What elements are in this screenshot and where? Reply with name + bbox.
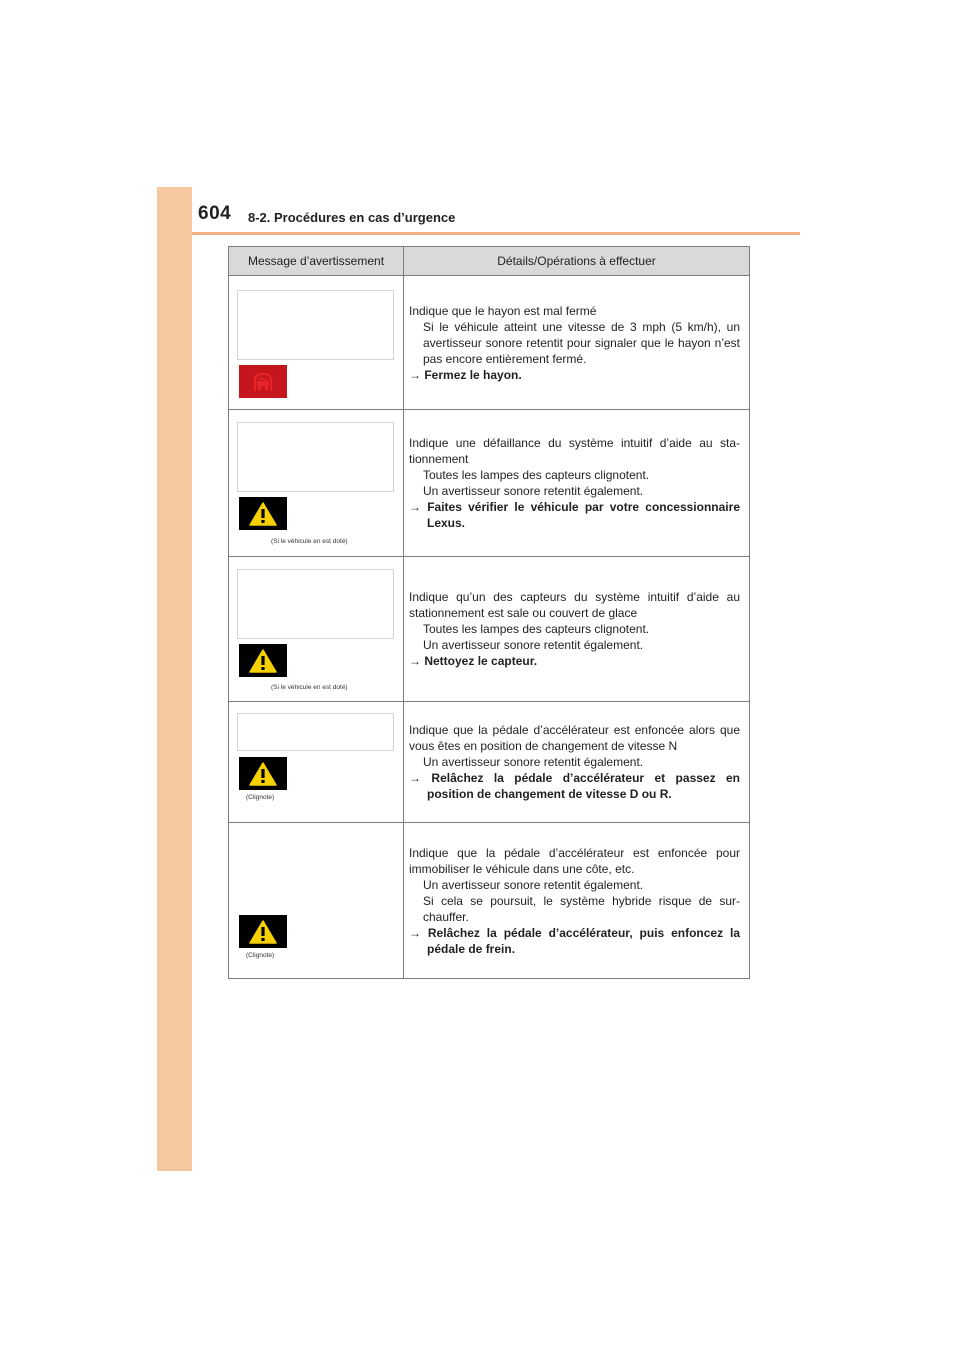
detail-note: Un avertisseur sonore retentit également. bbox=[423, 484, 644, 498]
table-row bbox=[229, 276, 750, 410]
message-cell bbox=[229, 557, 404, 702]
message-display-box bbox=[237, 422, 394, 492]
detail-note: Si le véhicule atteint une vitesse de 3 mph (5 km/h), un avertisseur sonore retentit pour signaler que le hayon n’est pas encore entièrement fermé. bbox=[423, 319, 740, 366]
section-title: 8-2. Procédures en cas d’urgence bbox=[248, 210, 456, 225]
message-cell bbox=[229, 410, 404, 557]
column-header-message: Message d’avertissement bbox=[229, 247, 404, 276]
detail-action: → Relâchez la pédale d’accélérateur, puis enfoncez la pédale de frein. bbox=[409, 925, 740, 956]
detail-note: Toutes les lampes des capteurs clignotent. bbox=[423, 622, 650, 636]
rear-hatch-warning-icon bbox=[239, 365, 287, 398]
icon-caption: (Si le véhicule en est doté) bbox=[271, 538, 348, 545]
detail-description: Indique que le hayon est mal fermé bbox=[409, 303, 597, 318]
table-header-row bbox=[229, 247, 750, 276]
column-header-details: Détails/Opérations à effectuer bbox=[404, 247, 750, 276]
message-display-box bbox=[237, 569, 394, 639]
message-cell bbox=[229, 276, 404, 410]
warning-message-table bbox=[228, 246, 750, 979]
table-row bbox=[229, 702, 750, 823]
table-row bbox=[229, 410, 750, 557]
icon-caption: (Si le véhicule en est doté) bbox=[271, 684, 348, 691]
details-cell bbox=[404, 557, 750, 702]
detail-note: Un avertisseur sonore retentit également. bbox=[423, 755, 644, 769]
details-cell bbox=[404, 702, 750, 823]
detail-description: Indique que la pédale d’accélérateur est enfoncée pour immobiliser le véhicule dans une côte, etc. bbox=[409, 845, 740, 876]
detail-action: → Fermez le hayon. bbox=[409, 367, 522, 382]
detail-action: → Relâchez la pédale d’accélérateur et passez en position de changement de vitesse D ou R. bbox=[409, 771, 740, 801]
detail-description: Indique qu’un des capteurs du système intuitif d’aide au stationnement est sale ou couvert de glace bbox=[409, 590, 740, 620]
details-cell bbox=[404, 276, 750, 410]
table-row bbox=[229, 557, 750, 702]
detail-description: Indique une défaillance du système intuitif d’aide au sta-tionnement bbox=[409, 436, 740, 466]
header-rule bbox=[192, 232, 800, 235]
icon-caption: (Clignote) bbox=[246, 952, 275, 959]
table-row bbox=[229, 823, 750, 979]
warning-triangle-icon bbox=[239, 757, 287, 790]
icon-caption: (Clignote) bbox=[246, 794, 275, 801]
warning-triangle-icon bbox=[239, 644, 287, 677]
message-display-box bbox=[237, 290, 394, 360]
detail-note: Si cela se poursuit, le système hybride risque de sur-chauffer. bbox=[423, 893, 740, 924]
message-cell bbox=[229, 823, 404, 979]
warning-triangle-icon bbox=[239, 497, 287, 530]
detail-action: → Faites vérifier le véhicule par votre concessionnaire Lexus. bbox=[409, 500, 740, 530]
detail-action: → Nettoyez le capteur. bbox=[409, 654, 538, 668]
side-color-strip bbox=[157, 187, 192, 1171]
detail-note: Toutes les lampes des capteurs clignotent. bbox=[423, 468, 650, 482]
details-cell bbox=[404, 823, 750, 979]
page-number: 604 bbox=[198, 203, 232, 224]
message-cell bbox=[229, 702, 404, 823]
detail-note: Un avertisseur sonore retentit également. bbox=[423, 638, 644, 652]
detail-description: Indique que la pédale d’accélérateur est enfoncée alors que vous êtes en position de changement de vitesse N bbox=[409, 723, 740, 753]
details-cell bbox=[404, 410, 750, 557]
warning-triangle-icon bbox=[239, 915, 287, 948]
detail-note: Un avertisseur sonore retentit également. bbox=[423, 877, 644, 892]
message-display-box bbox=[237, 713, 394, 751]
